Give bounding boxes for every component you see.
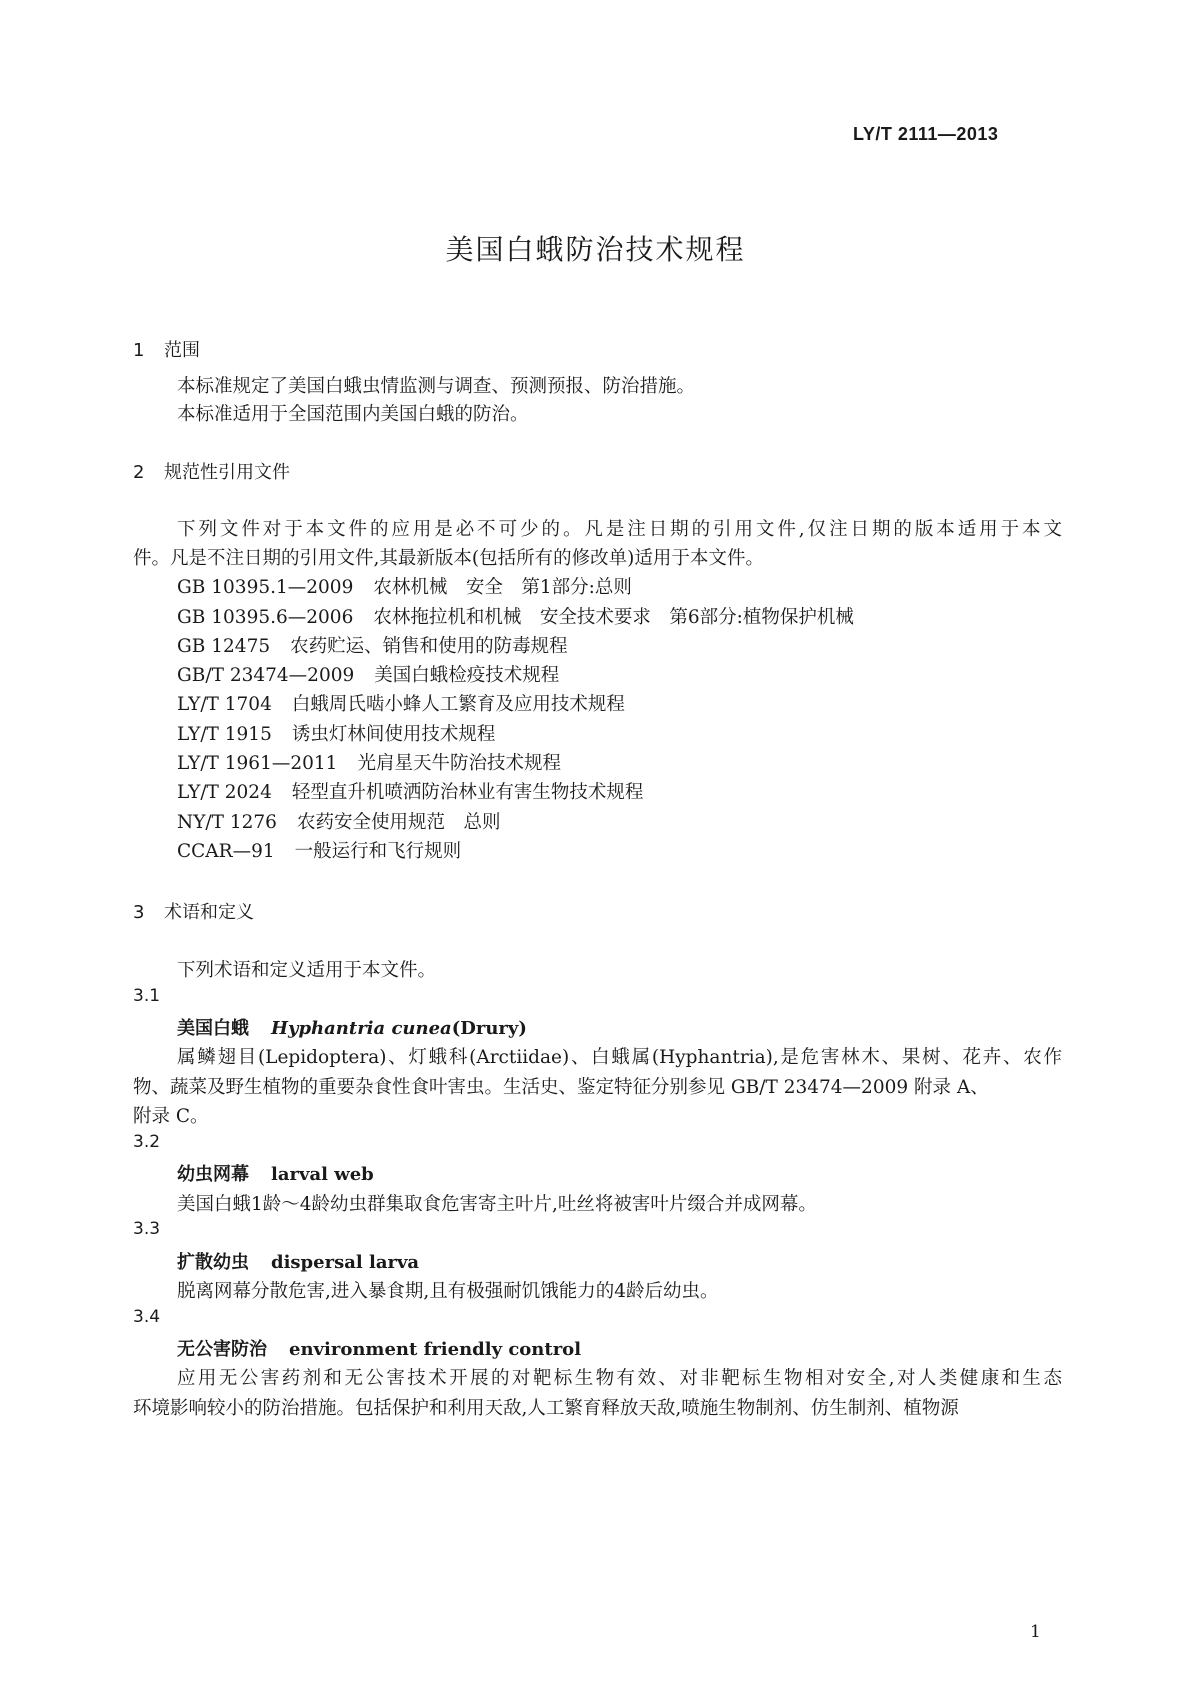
term-definition-line: 脱离网幕分散危害,进入暴食期,且有极强耐饥饿能力的4龄后幼虫。 <box>177 1281 719 1302</box>
reference-title: 农林拖拉机和机械 安全技术要求 第6部分:植物保护机械 <box>373 607 854 628</box>
reference-code: LY/T 1704 <box>177 694 272 715</box>
reference-item <box>177 720 495 746</box>
section-number: 2 <box>133 462 145 483</box>
reference-title: 轻型直升机喷洒防治林业有害生物技术规程 <box>291 782 644 803</box>
term-number: 3.3 <box>133 1219 161 1239</box>
section-title: 术语和定义 <box>164 902 254 923</box>
term-name-en: Hyphantria cunea <box>271 1018 452 1039</box>
term-name-zh: 幼虫网幕 <box>177 1164 249 1185</box>
term-number: 3.4 <box>133 1307 161 1327</box>
term-definition-line: 应用无公害药剂和无公害技术开展的对靶标生物有效、对非靶标生物相对安全,对人类健康和生态 <box>177 1368 1062 1389</box>
term-name-en: larval web <box>271 1164 374 1185</box>
reference-code: LY/T 1961—2011 <box>177 753 338 774</box>
section-1-line: 本标准适用于全国范围内美国白蛾的防治。 <box>177 404 529 425</box>
standard-code: LY/T 2111—2013 <box>853 124 999 144</box>
reference-code: NY/T 1276 <box>177 812 277 833</box>
term-definition-line: 附录 C。 <box>133 1106 209 1127</box>
reference-code: LY/T 1915 <box>177 724 272 745</box>
reference-item <box>177 808 500 834</box>
term-name-zh: 无公害防治 <box>177 1339 267 1360</box>
section-title: 规范性引用文件 <box>164 462 290 483</box>
reference-item <box>177 632 568 658</box>
term-name <box>177 1160 374 1186</box>
reference-title: 农林机械 安全 第1部分:总则 <box>373 577 632 598</box>
reference-item <box>177 661 559 687</box>
reference-item <box>177 603 854 629</box>
section-3-intro: 下列术语和定义适用于本文件。 <box>177 960 437 981</box>
term-number: 3.2 <box>133 1132 161 1152</box>
reference-item <box>177 837 461 863</box>
term-name-zh: 扩散幼虫 <box>177 1252 249 1273</box>
term-name <box>177 1335 581 1361</box>
section-1-heading <box>133 336 200 362</box>
reference-code: GB 10395.6—2006 <box>177 607 354 628</box>
reference-title: 光肩星天牛防治技术规程 <box>357 753 561 774</box>
reference-title: 农药安全使用规范 总则 <box>296 812 501 833</box>
section-number: 1 <box>133 340 145 361</box>
reference-title: 农药贮运、销售和使用的防毒规程 <box>290 636 568 657</box>
section-2-heading <box>133 458 290 484</box>
section-title: 范围 <box>164 340 200 361</box>
reference-title: 一般运行和飞行规则 <box>294 841 462 862</box>
term-name-en: dispersal larva <box>271 1252 420 1273</box>
reference-title: 诱虫灯林间使用技术规程 <box>291 724 496 745</box>
term-definition-line: 物、蔬菜及野生植物的重要杂食性食叶害虫。生活史、鉴定特征分别参见 GB/T 23474—2009 附录 A、 <box>133 1077 989 1098</box>
term-name <box>177 1014 527 1040</box>
section-1-line: 本标准规定了美国白蛾虫情监测与调查、预测预报、防治措施。 <box>177 376 696 397</box>
reference-title: 美国白蛾检疫技术规程 <box>374 665 560 686</box>
section-2-intro-line: 件。凡是不注日期的引用文件,其最新版本(包括所有的修改单)适用于本文件。 <box>133 548 764 569</box>
term-definition-line: 美国白蛾1龄～4龄幼虫群集取食危害寄主叶片,吐丝将被害叶片缀合并成网幕。 <box>177 1194 817 1215</box>
reference-code: GB 10395.1—2009 <box>177 577 354 598</box>
reference-title: 白蛾周氏啮小蜂人工繁育及应用技术规程 <box>291 694 625 715</box>
reference-item <box>177 749 561 775</box>
term-definition-line: 环境影响较小的防治措施。包括保护和利用天敌,人工繁育释放天敌,喷施生物制剂、仿生制剂、植物源 <box>133 1398 959 1419</box>
term-name-zh: 美国白蛾 <box>177 1018 249 1039</box>
term-name-en: environment friendly control <box>289 1339 582 1360</box>
reference-item <box>177 573 632 599</box>
section-2-intro-line: 下列文件对于本文件的应用是必不可少的。凡是注日期的引用文件,仅注日期的版本适用于本文 <box>177 519 1062 540</box>
section-number: 3 <box>133 902 145 923</box>
term-definition-line: 属鳞翅目(Lepidoptera)、灯蛾科(Arctiidae)、白蛾属(Hyphantria),是危害林木、果树、花卉、农作 <box>177 1047 1062 1068</box>
page-number: 1 <box>1030 1622 1041 1642</box>
reference-code: GB/T 23474—2009 <box>177 665 355 686</box>
reference-item <box>177 778 643 804</box>
term-number: 3.1 <box>133 986 161 1006</box>
term-name <box>177 1248 419 1274</box>
reference-code: CCAR—91 <box>177 841 275 862</box>
reference-item <box>177 690 625 716</box>
reference-code: LY/T 2024 <box>177 782 272 803</box>
document-title: 美国白蛾防治技术规程 <box>445 233 746 266</box>
section-3-heading <box>133 898 254 924</box>
term-name-en-suffix: (Drury) <box>451 1018 527 1039</box>
reference-code: GB 12475 <box>177 636 271 657</box>
